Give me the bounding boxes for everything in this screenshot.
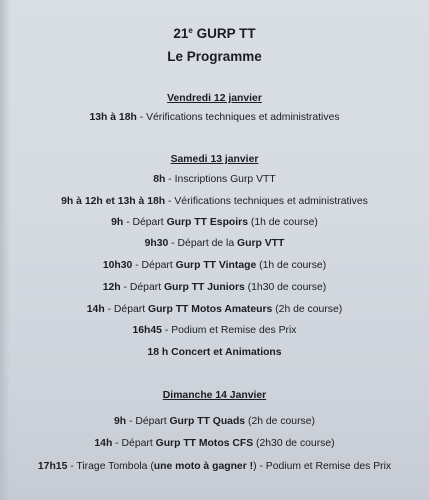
schedule-item: 8h - Inscriptions Gurp VTT — [153, 174, 276, 185]
item-time: 9h30 — [144, 238, 169, 249]
event-title — [0, 22, 429, 43]
race-name: Gurp VTT — [237, 238, 285, 249]
race-name: Gurp TT Juniors — [163, 282, 245, 293]
race-name: Gurp TT Motos Amateurs — [148, 304, 273, 315]
item-time: 13h à 18h — [89, 112, 137, 123]
schedule-item: 9h30 - Départ de la Gurp VTT — [144, 238, 285, 249]
schedule-item: 17h15 - Tirage Tombola (une moto à gagner !) - Podium et Remise des Prix — [37, 461, 392, 472]
item-time: 10h30 — [102, 260, 133, 271]
schedule-item: 9h - Départ Gurp TT Espoirs (1h de course) — [111, 217, 318, 228]
schedule-item: 16h45 - Podium et Remise des Prix — [132, 325, 297, 336]
item-time: 14h — [94, 438, 113, 449]
schedule-item: 10h30 - Départ Gurp TT Vintage (1h de course) — [102, 260, 327, 271]
day-heading-sunday: Dimanche 14 Janvier — [162, 390, 267, 401]
prize-note: une moto à gagner ! — [153, 461, 254, 472]
schedule-item: 9h à 12h et 13h à 18h - Vérifications techniques et administratives — [61, 196, 368, 207]
item-text: Vérifications techniques et administratives — [174, 196, 368, 207]
schedule-item: 14h - Départ Gurp TT Motos CFS (2h30 de course) — [94, 438, 335, 449]
item-time: 9h à 12h et 13h à 18h — [61, 196, 166, 207]
race-name: Gurp TT Espoirs — [166, 217, 248, 228]
schedule-item: 12h - Départ Gurp TT Juniors (1h30 de course) — [102, 282, 327, 293]
item-time: 14h — [86, 304, 105, 315]
edition-suffix: e — [188, 26, 193, 35]
schedule-item — [0, 346, 429, 360]
item-text: Vérifications techniques et administratives — [146, 112, 340, 123]
race-name: Gurp TT Motos CFS — [155, 438, 254, 449]
event-edition: 21 — [173, 26, 189, 41]
schedule-item: 9h - Départ Gurp TT Quads (2h de course) — [114, 416, 315, 427]
event-name: GURP TT — [196, 26, 256, 41]
item-time: 9h — [114, 416, 127, 427]
day-heading-saturday: Samedi 13 janvier — [170, 154, 259, 165]
item-text: 18 h Concert et Animations — [147, 347, 282, 358]
program-subtitle: Le Programme — [167, 49, 262, 64]
item-time: 9h — [111, 217, 124, 228]
schedule-item: 14h - Départ Gurp TT Motos Amateurs (2h de course) — [86, 304, 343, 315]
race-name: Gurp TT Vintage — [175, 260, 257, 271]
item-time: 17h15 — [37, 461, 68, 472]
item-time: 12h — [102, 282, 121, 293]
item-text: Inscriptions Gurp VTT — [174, 174, 276, 185]
race-name: Gurp TT Quads — [169, 416, 246, 427]
item-time: 16h45 — [132, 325, 162, 336]
day-heading-friday: Vendredi 12 janvier — [167, 93, 262, 104]
item-text: Podium et Remise des Prix — [171, 325, 297, 336]
schedule-item: 13h à 18h - Vérifications techniques et administratives — [89, 112, 340, 123]
item-time: 8h — [153, 174, 166, 185]
